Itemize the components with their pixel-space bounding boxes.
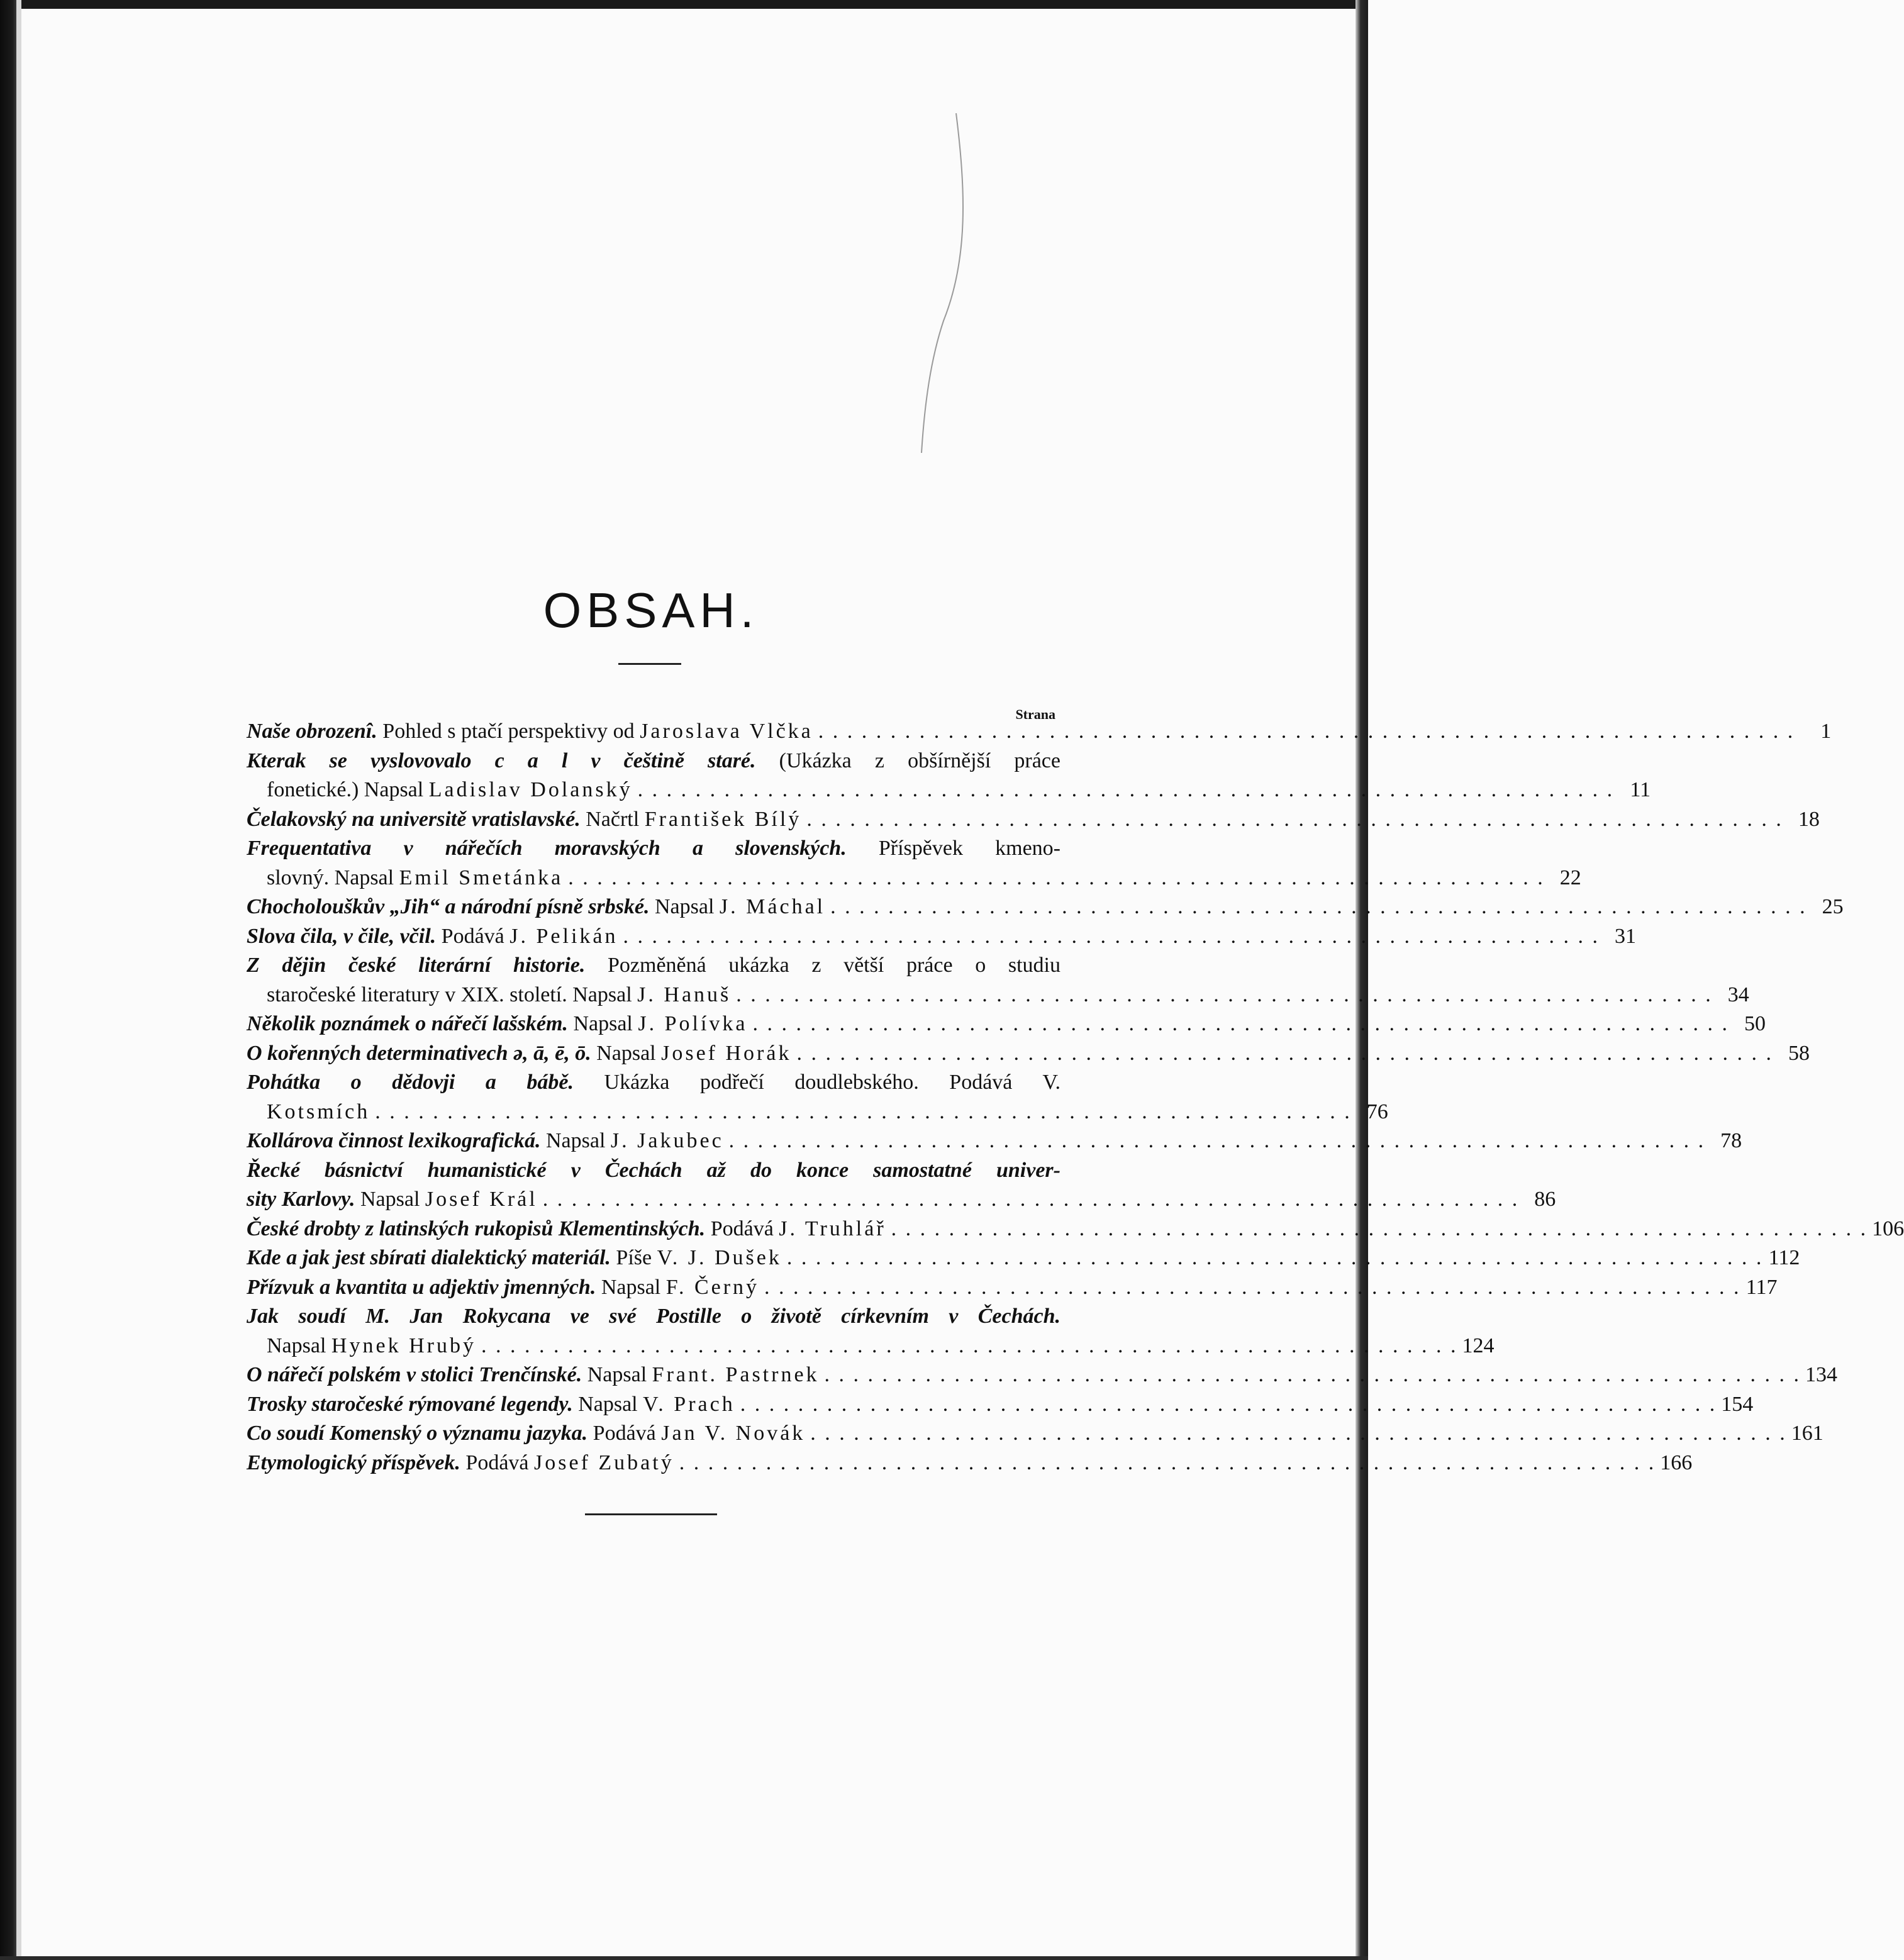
toc-entry-text: [247, 1390, 735, 1420]
toc-entry-note: Pohled s ptačí perspektivy od: [377, 720, 640, 743]
toc-entry-note: Napsal: [572, 1392, 643, 1416]
toc-page-number: 78: [1720, 1129, 1742, 1152]
toc-page-number: 58: [1788, 1041, 1810, 1065]
toc-page-number: 86: [1534, 1188, 1556, 1211]
toc-entry-text: [267, 981, 731, 1010]
toc-entry-text: [247, 1302, 1061, 1332]
toc-entry: [247, 834, 1061, 864]
toc-page-number: 134: [1805, 1363, 1838, 1386]
toc-entry-text: [247, 717, 813, 747]
toc-entry: [247, 1127, 1742, 1156]
toc-entry-text: [247, 1419, 805, 1449]
scan-bottom-edge: [0, 1956, 1368, 1960]
toc-entry-title: Co soudí Komenský o významu jazyka.: [247, 1422, 588, 1445]
toc-entry-text: [247, 1361, 820, 1390]
toc-entry-text: [247, 1185, 538, 1215]
toc-leader-dots: [618, 922, 1600, 952]
toc-entry: [247, 864, 1581, 893]
toc-page-number: 34: [1727, 983, 1749, 1006]
toc-entry-author: Frant. Pastrnek: [652, 1363, 820, 1386]
toc-entry-title: Slova čila, v čile, včil.: [247, 924, 437, 948]
toc-entry-note: Načrtl: [580, 807, 645, 831]
toc-entry: [247, 1068, 1061, 1098]
toc-leader-dots: [476, 1332, 1458, 1361]
toc-page-number: 117: [1745, 1275, 1778, 1299]
page-title: OBSAH.: [543, 582, 759, 638]
toc-page-number: 154: [1721, 1392, 1754, 1416]
toc-entry-title: Kollárova činnost lexikografická.: [247, 1129, 541, 1152]
toc-entry-text: [247, 1127, 724, 1156]
toc-entry-title: Chocholouškův „Jih“ a národní písně srbské.: [247, 895, 650, 918]
toc-entry-title: Z dějin české literární historie.: [247, 954, 586, 977]
toc-leader-dots: [782, 1244, 1764, 1273]
toc-entry-note: Napsal: [567, 1012, 638, 1035]
scan-left-edge: [0, 0, 16, 1960]
toc-entry-author: V. J. Dušek: [657, 1246, 782, 1269]
toc-leader-dots: [886, 1215, 1868, 1244]
toc-entry: [247, 951, 1061, 981]
toc-leader-dots: [724, 1127, 1706, 1156]
toc-entry-text: [247, 922, 618, 952]
toc-entry-text: [267, 776, 633, 805]
toc-entry: [247, 1332, 1495, 1361]
toc-entry-author: J. Jakubec: [610, 1129, 724, 1152]
toc-entry-note: Napsal: [591, 1041, 662, 1065]
toc-page-number: 112: [1768, 1246, 1800, 1269]
toc-entry-note: staročeské literatury v XIX. století. Napsal: [267, 983, 638, 1006]
toc-entry: [247, 1361, 1838, 1390]
toc-entry-title: Kterak se vyslovovalo c a l v češtině staré.: [247, 749, 756, 772]
toc-leader-dots: [563, 864, 1545, 893]
toc-leader-dots: [735, 1390, 1717, 1420]
toc-leader-dots: [633, 776, 1615, 805]
toc-entry: [247, 805, 1820, 835]
toc-leader-dots: [801, 805, 1783, 835]
toc-entry-title: České drobty z latinských rukopisů Klementinských.: [247, 1217, 706, 1240]
toc-entry-author: J. Pelikán: [509, 924, 618, 948]
toc-entry-author: Josef Zubatý: [534, 1451, 674, 1474]
toc-entry: [247, 1185, 1556, 1215]
toc-leader-dots: [731, 981, 1713, 1010]
toc-page-number: 124: [1462, 1334, 1495, 1357]
toc-page-number: 31: [1614, 924, 1636, 948]
toc-entry-title: Několik poznámek o nářečí lašském.: [247, 1012, 568, 1035]
pencil-mark: [906, 113, 981, 453]
toc-entry-text: [247, 747, 1061, 776]
toc-entry-text: [247, 1449, 674, 1478]
toc-entry-note: Napsal: [582, 1363, 652, 1386]
toc-entry: [247, 1215, 1904, 1244]
toc-leader-dots: [825, 893, 1807, 922]
toc-entry-note: Píše: [610, 1246, 657, 1269]
toc-entry-text: [267, 1332, 476, 1361]
toc-page-number: 161: [1791, 1422, 1823, 1445]
toc-entry-note: Napsal: [355, 1188, 425, 1211]
toc-entry: [247, 1010, 1766, 1039]
toc-entry-title: O nářečí polském v stolici Trenčínské.: [247, 1363, 582, 1386]
toc-leader-dots: [674, 1449, 1656, 1478]
title-divider: [618, 663, 681, 665]
toc-leader-dots: [538, 1185, 1520, 1215]
toc-page-number: 1: [1820, 720, 1832, 743]
toc-entry-author: Hynek Hrubý: [331, 1334, 476, 1357]
toc-entry: [247, 1449, 1693, 1478]
toc-entry: [247, 1244, 1800, 1273]
toc-entry: [247, 1419, 1823, 1449]
toc-entry-title: Pohátka o dědovji a bábě.: [247, 1071, 574, 1094]
toc-entry-note: Napsal: [649, 895, 720, 918]
toc-page-number: 18: [1798, 807, 1820, 831]
toc-entry-note: Napsal: [540, 1129, 611, 1152]
toc-entry: [247, 1156, 1061, 1186]
toc-entry: [247, 747, 1061, 776]
toc-leader-dots: [791, 1039, 1773, 1069]
toc-page-number: 76: [1366, 1100, 1388, 1123]
toc-entry-author: Jan V. Novák: [661, 1422, 806, 1445]
toc-entry-title: Trosky staročeské rýmované legendy.: [247, 1392, 573, 1416]
toc-entry: [247, 893, 1844, 922]
toc-entry-author: Jaroslava Vlčka: [640, 720, 813, 743]
toc-entry-note: Ukázka podřečí doudlebského. Podává V.: [573, 1071, 1061, 1094]
toc-entry-text: [267, 864, 563, 893]
toc-entry-note: Podává: [460, 1451, 535, 1474]
table-of-contents: [247, 717, 1904, 1478]
toc-entry-note: (Ukázka z obšírnější práce: [755, 749, 1061, 772]
toc-page-number: 166: [1660, 1451, 1693, 1474]
toc-entry-text: [247, 893, 825, 922]
toc-entry-text: [247, 1215, 886, 1244]
toc-entry: [247, 1039, 1810, 1069]
toc-entry-author: J. Hanuš: [637, 983, 732, 1006]
toc-entry-author: J. Máchal: [719, 895, 826, 918]
toc-entry-text: [247, 1156, 1061, 1186]
toc-entry-title: Naše obrozenî.: [247, 720, 377, 743]
toc-entry-author: Josef Horák: [661, 1041, 792, 1065]
toc-entry-title: Řecké básnictví humanistické v Čechách až do konce samostatné univer-: [247, 1158, 1061, 1182]
toc-entry-title: Etymologický příspěvek.: [247, 1451, 460, 1474]
toc-entry-author: Josef Král: [425, 1188, 538, 1211]
toc-entry: [247, 1273, 1778, 1303]
toc-page-number: 22: [1559, 866, 1581, 889]
toc-entry-note: slovný. Napsal: [267, 866, 399, 889]
toc-entry-text: [247, 1039, 791, 1069]
toc-entry-author: Kotsmích: [267, 1100, 370, 1123]
toc-leader-dots: [370, 1098, 1352, 1127]
toc-entry-title: O kořenných determinativech ə, ā, ē, ō.: [247, 1041, 591, 1065]
page-column-header: Strana: [1015, 706, 1055, 722]
toc-entry-note: Podává: [587, 1422, 662, 1445]
toc-entry: [247, 717, 1832, 747]
toc-entry-text: [247, 1068, 1061, 1098]
toc-page-number: 106: [1872, 1217, 1904, 1240]
toc-page-number: 50: [1744, 1012, 1766, 1035]
scan-top-edge: [0, 0, 1368, 9]
toc-entry-note: Příspěvek kmeno-: [846, 837, 1061, 860]
toc-entry: [247, 1390, 1754, 1420]
toc-entry-text: [267, 1098, 370, 1127]
end-divider: [585, 1513, 717, 1515]
toc-entry-note: Napsal: [267, 1334, 331, 1357]
toc-entry-text: [247, 805, 801, 835]
toc-entry-title: Frequentativa v nářečích moravských a slovenských.: [247, 837, 847, 860]
toc-entry: [247, 981, 1749, 1010]
toc-page-number: 11: [1630, 778, 1651, 801]
toc-entry-title: Kde a jak jest sbírati dialektický materiál.: [247, 1246, 611, 1269]
toc-leader-dots: [759, 1273, 1741, 1303]
toc-page-number: 25: [1822, 895, 1844, 918]
toc-entry: [247, 922, 1636, 952]
toc-entry-author: Emil Smetánka: [399, 866, 564, 889]
toc-entry-text: [247, 1273, 759, 1303]
toc-entry-text: [247, 951, 1061, 981]
toc-entry-note: Pozměněná ukázka z větší práce o studiu: [585, 954, 1061, 977]
toc-entry-author: J. Polívka: [638, 1012, 748, 1035]
toc-entry-text: [247, 1010, 747, 1039]
toc-entry: [247, 776, 1651, 805]
toc-entry-author: Ladislav Dolanský: [428, 778, 633, 801]
scan-left-shadow: [16, 0, 21, 1960]
toc-entry-text: [247, 1244, 782, 1273]
toc-entry-note: fonetické.) Napsal: [267, 778, 429, 801]
toc-leader-dots: [820, 1361, 1801, 1390]
toc-entry: [247, 1302, 1061, 1332]
toc-entry-author: František Bílý: [644, 807, 802, 831]
toc-entry-title: Čelakovský na universitě vratislavské.: [247, 807, 581, 831]
toc-entry-title: sity Karlovy.: [247, 1188, 355, 1211]
toc-entry-note: Podává: [705, 1217, 779, 1240]
toc-leader-dots: [805, 1419, 1787, 1449]
toc-leader-dots: [747, 1010, 1729, 1039]
toc-entry-author: J. Truhlář: [779, 1217, 886, 1240]
toc-entry-title: Jak soudí M. Jan Rokycana ve své Postille o životě církevním v Čechách.: [247, 1305, 1061, 1328]
toc-leader-dots: [813, 717, 1795, 747]
toc-entry: [247, 1098, 1388, 1127]
toc-entry-note: Napsal: [596, 1275, 666, 1299]
toc-entry-author: F. Černý: [665, 1275, 760, 1299]
toc-entry-title: Přízvuk a kvantita u adjektiv jmenných.: [247, 1275, 596, 1299]
toc-entry-note: Podává: [436, 924, 510, 948]
toc-entry-text: [247, 834, 1061, 864]
toc-entry-author: V. Prach: [643, 1392, 735, 1416]
